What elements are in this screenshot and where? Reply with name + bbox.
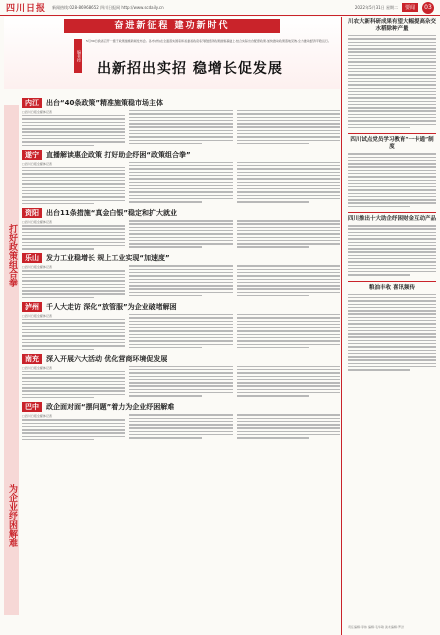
- right-story: [348, 216, 436, 276]
- page-footer: 责任编辑:李炜 编辑:毛华敏 美术编辑:罗洪: [348, 625, 404, 629]
- page-headline: 出新招出实招 稳增长促发展: [97, 61, 283, 77]
- city-story: [22, 302, 340, 352]
- right-story: [348, 285, 436, 371]
- city-story: [22, 354, 340, 401]
- city-title: 千人大走访 深化“放管服”为企业破堵解困: [46, 302, 177, 311]
- byline: □四川日报全媒体记者: [22, 265, 52, 270]
- right-story-title: 粮油丰收 喜讯频传: [369, 284, 415, 291]
- city-story: [22, 208, 340, 251]
- byline: □四川日报全媒体记者: [22, 161, 52, 166]
- right-divider: [348, 133, 436, 134]
- feature-banner: [4, 17, 340, 89]
- right-divider: [348, 212, 436, 213]
- section-tag: 要闻: [402, 3, 418, 12]
- city-title: 发力工业稳增长 规上工业实现“加速度”: [46, 254, 170, 263]
- side-label-lower: 为企业纾困解难: [7, 483, 17, 547]
- byline: □四川日报全媒体记者: [22, 110, 52, 114]
- city-title: 直播解读惠企政策 打好助企纾困“政策组合拳”: [46, 150, 191, 159]
- editor-note-text: 5月30日我省召开一揽子政策措施新闻发布会。各市(州)在全面落实国家和省委省政府系列稳经济政策措施基础上,结合实际出台配套政策,加快推动政策落地见效,全力推动经济平稳运行。: [86, 39, 331, 43]
- city-tag: 资阳: [22, 208, 42, 218]
- city-body: [22, 110, 340, 148]
- city-tag: 泸州: [22, 302, 42, 312]
- city-title: 深入开展六大活动 优化营商环境促发展: [46, 354, 168, 363]
- editor-note-tag: 编者按: [74, 39, 82, 73]
- masthead-meta: 新闻热线:028-86968652 四川日报网 http://www.scdaily.cn: [52, 4, 164, 10]
- byline: □四川日报全媒体记者: [22, 313, 52, 318]
- city-body: [22, 162, 340, 206]
- right-story-title: 四川推出十大助企纾困财金互动产品: [348, 216, 437, 223]
- byline: □四川日报全媒体记者: [22, 414, 52, 419]
- city-tag: 遂宁: [22, 150, 42, 160]
- byline: □四川日报全媒体记者: [22, 220, 52, 225]
- issue-date: 2022年5月31日 星期二: [354, 4, 398, 10]
- page-number: 03: [422, 2, 434, 14]
- city-body: [22, 265, 340, 300]
- right-divider: [348, 281, 436, 282]
- city-title: 出台“40条政策”精准施策稳市场主体: [46, 99, 163, 107]
- city-title: 政企面对面“摆问题”着力为企业纾困解难: [46, 403, 175, 412]
- city-story: [22, 98, 340, 148]
- city-tag: 南充: [22, 354, 42, 364]
- city-body: [22, 220, 340, 251]
- city-story: [22, 402, 340, 442]
- city-title: 出台11条措施“真金白银”稳定和扩大就业: [46, 209, 177, 218]
- side-label-upper: 打好政策组合拳: [7, 223, 17, 287]
- city-story: [22, 253, 340, 300]
- right-news-column: [344, 17, 440, 635]
- byline: □四川日报全媒体记者: [22, 365, 52, 370]
- banner-ribbon: 奋进新征程 建功新时代: [64, 19, 280, 33]
- masthead: [0, 0, 440, 16]
- city-stories: [22, 98, 340, 444]
- right-story-title: 四川试点党员学习教育“一卡通”制度: [350, 137, 434, 151]
- right-story: [348, 137, 436, 207]
- city-tag: 内江: [22, 98, 42, 108]
- city-story: [22, 150, 340, 206]
- city-tag: 巴中: [22, 402, 42, 412]
- city-tag: 乐山: [22, 253, 42, 263]
- city-body: [22, 414, 340, 442]
- paper-logo: 四川日报: [6, 4, 47, 14]
- right-story: [348, 19, 436, 128]
- city-body: [22, 314, 340, 352]
- city-body: [22, 366, 340, 401]
- right-story-title: 川农大新科研成果有望大幅提高杂交水稻除种产量: [348, 19, 437, 32]
